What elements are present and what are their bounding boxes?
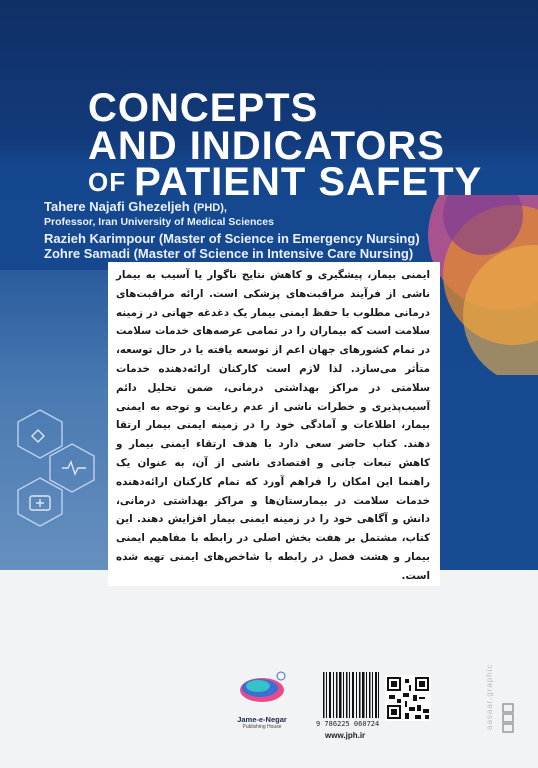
title-line-1: CONCEPTS xyxy=(88,86,319,130)
isbn-number: 9 786225 060724 xyxy=(316,720,380,728)
publisher-website: www.jph.ir xyxy=(325,731,366,740)
isbn-barcode xyxy=(321,672,381,720)
author-1-name: Tahere Najafi Ghezeljeh xyxy=(44,199,190,214)
publisher-sub: Publishing House xyxy=(242,724,282,730)
authors-block xyxy=(44,199,464,261)
qr-code xyxy=(385,675,431,721)
author-1-affiliation: Professor, Iran University of Medical Sciences xyxy=(44,216,274,228)
description-text: ایمنی بیمار، پیشگیری و کاهش نتایج ناگوار یا آسیب به بیمار ناشی از فرآیند مراقبت‌های پزشکی است. ارائه مراقبت‌های درمانی مطلوب با حفظ ایمنی بیمار یک دغدغه جهانی در زمینه سلامت است که بیماران را در تمامی عرصه‌های خدمات سلامت در تمام کشورهای جهان اعم از توسعه یافته یا در حال توسعه، متأثر می‌سازد. لذا لازم است کارکنان ارائه‌دهنده خدمات سلامتی در مراکز بهداشتی درمانی، ضمن تحلیل دائم آسیب‌پذیری و خطرات ناشی از عدم رعایت و توجه به ایمنی بیمار، اطلاعات و آمادگی خود را در زمینه ایمنی بیمار ارتقا دهند. کتاب حاضر سعی دارد با هدف ارتقاء ایمنی بیمار و کاهش تبعات جانی و اقتصادی ناشی از آن، به عنوان یک راهنما این امکان را فراهم آورد که تمام کارکنان ارائه‌دهنده خدمات سلامت در بیمارستان‌ها و مراکز بهداشتی درمانی، دانش و آگاهی خود را در زمینه ایمنی بیمار افزایش دهند. این کتاب، مشتمل بر هفت بخش اصلی در رابطه با مفاهیم ایمنی بیمار و هشت فصل در رابطه با شاخص‌های ایمنی تهیه شده است. xyxy=(116,269,430,582)
designer-logo-icon xyxy=(501,700,515,736)
medical-icons-cluster xyxy=(10,400,105,550)
author-1 xyxy=(44,199,464,216)
title-line-2: AND INDICATORS xyxy=(88,124,445,168)
title-connector: OF xyxy=(88,167,127,197)
publisher-logo xyxy=(232,668,292,748)
author-1-role: (PHD), xyxy=(193,202,227,214)
publisher-name: Jame-e-Negar xyxy=(237,715,287,724)
title-main: PATIENT SAFETY xyxy=(134,160,483,204)
publisher-logo-icon xyxy=(236,668,288,708)
author-2: Razieh Karimpour (Master of Science in Emergency Nursing) xyxy=(44,231,420,246)
designer-credit: aasaar.graphic xyxy=(485,663,494,730)
description-box xyxy=(108,262,440,586)
author-3: Zohre Samadi (Master of Science in Intensive Care Nursing) xyxy=(44,246,414,261)
